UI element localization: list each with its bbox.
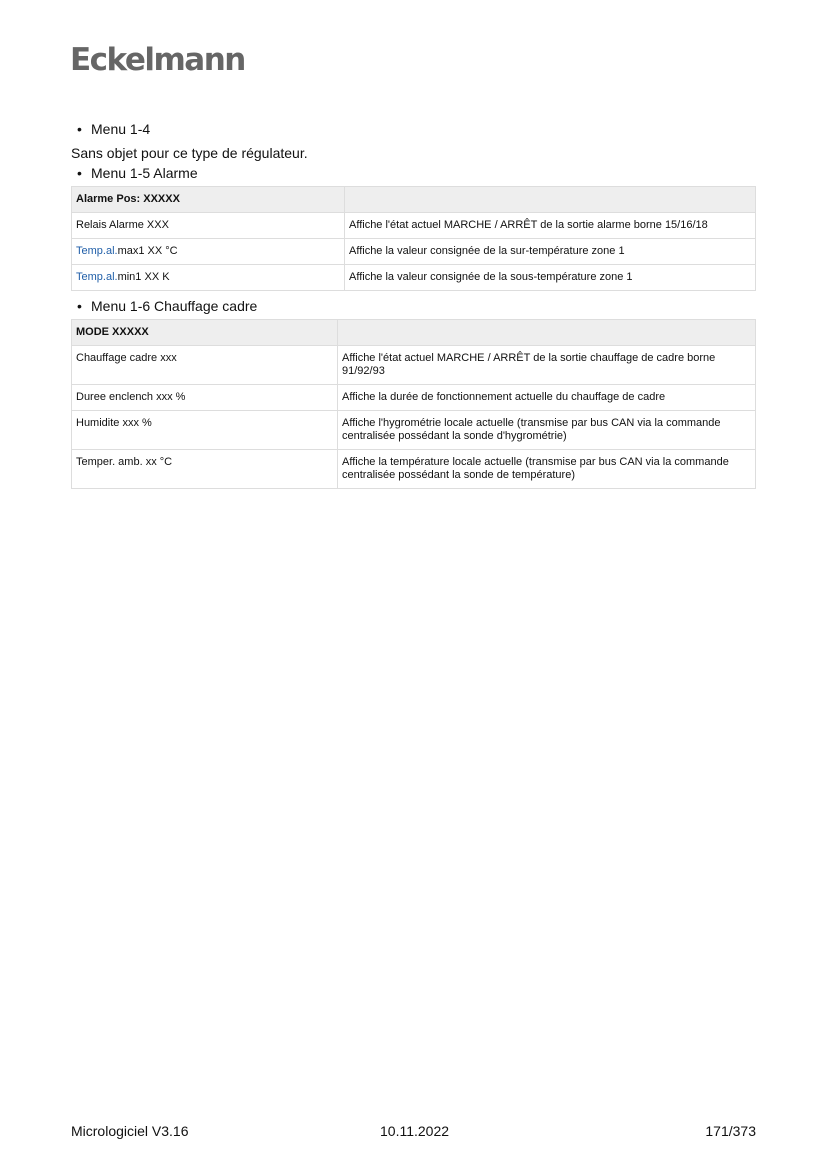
- menu-1-5-title: Menu 1-5 Alarme: [91, 165, 198, 181]
- menu-1-4-note: Sans objet pour ce type de régulateur.: [71, 145, 308, 161]
- menu-1-4-title: Menu 1-4: [91, 121, 151, 137]
- header-cell: [338, 320, 756, 346]
- param-cell: Duree enclench xxx %: [72, 385, 338, 411]
- table-row: [72, 450, 756, 489]
- header-cell: MODE XXXXX: [72, 320, 338, 346]
- desc-cell: Affiche l'état actuel MARCHE / ARRÊT de la sortie chauffage de cadre borne 91/92/93: [338, 346, 756, 385]
- table-row: [72, 346, 756, 385]
- param-label: min1 XX K: [117, 271, 170, 283]
- bullet-menu-1-5: [71, 164, 756, 182]
- bullet-dot-icon: •: [77, 121, 82, 137]
- frame-heating-table: [71, 319, 756, 489]
- bullet-menu-1-4: [71, 120, 756, 138]
- menu-1-6-title: Menu 1-6 Chauffage cadre: [91, 298, 258, 314]
- table-row: [72, 385, 756, 411]
- glossary-link[interactable]: Temp.al.: [76, 245, 118, 257]
- param-cell: Humidite xxx %: [72, 411, 338, 450]
- table-row: [72, 239, 756, 265]
- bullet-dot-icon: •: [77, 298, 82, 314]
- footer-firmware-version: Micrologiciel V3.16: [71, 1123, 189, 1139]
- desc-cell: Affiche la valeur consignée de la sous-température zone 1: [345, 265, 756, 291]
- footer-page-number: 171/373: [705, 1123, 756, 1139]
- desc-cell: Affiche la température locale actuelle (transmise par bus CAN via la commande centralisée possédant la sonde de température): [338, 450, 756, 489]
- desc-cell: Affiche l'état actuel MARCHE / ARRÊT de la sortie alarme borne 15/16/18: [345, 213, 756, 239]
- glossary-link[interactable]: Temp.al.: [76, 271, 118, 283]
- footer-date: 10.11.2022: [380, 1123, 450, 1139]
- alarm-table: [71, 186, 756, 291]
- param-cell: [72, 213, 345, 239]
- table-header-row: [72, 320, 756, 346]
- eckelmann-logo: Eckelmann: [70, 42, 245, 78]
- param-cell: Temper. amb. xx °C: [72, 450, 338, 489]
- table-row: [72, 411, 756, 450]
- bullet-menu-1-6: [71, 297, 756, 315]
- page-content: [71, 118, 756, 495]
- desc-cell: Affiche la valeur consignée de la sur-température zone 1: [345, 239, 756, 265]
- param-label: Relais Alarme XXX: [76, 219, 169, 231]
- param-label: max1 XX °C: [117, 245, 178, 257]
- desc-cell: Affiche la durée de fonctionnement actuelle du chauffage de cadre: [338, 385, 756, 411]
- param-cell: [72, 265, 345, 291]
- desc-cell: Affiche l'hygrométrie locale actuelle (transmise par bus CAN via la commande centralisée possédant la sonde d'hygrométrie): [338, 411, 756, 450]
- header-cell: Alarme Pos: XXXXX: [72, 187, 345, 213]
- table-header-row: [72, 187, 756, 213]
- table-row: [72, 213, 756, 239]
- header-cell: [345, 187, 756, 213]
- bullet-dot-icon: •: [77, 165, 82, 181]
- param-cell: Chauffage cadre xxx: [72, 346, 338, 385]
- param-cell: [72, 239, 345, 265]
- table-row: [72, 265, 756, 291]
